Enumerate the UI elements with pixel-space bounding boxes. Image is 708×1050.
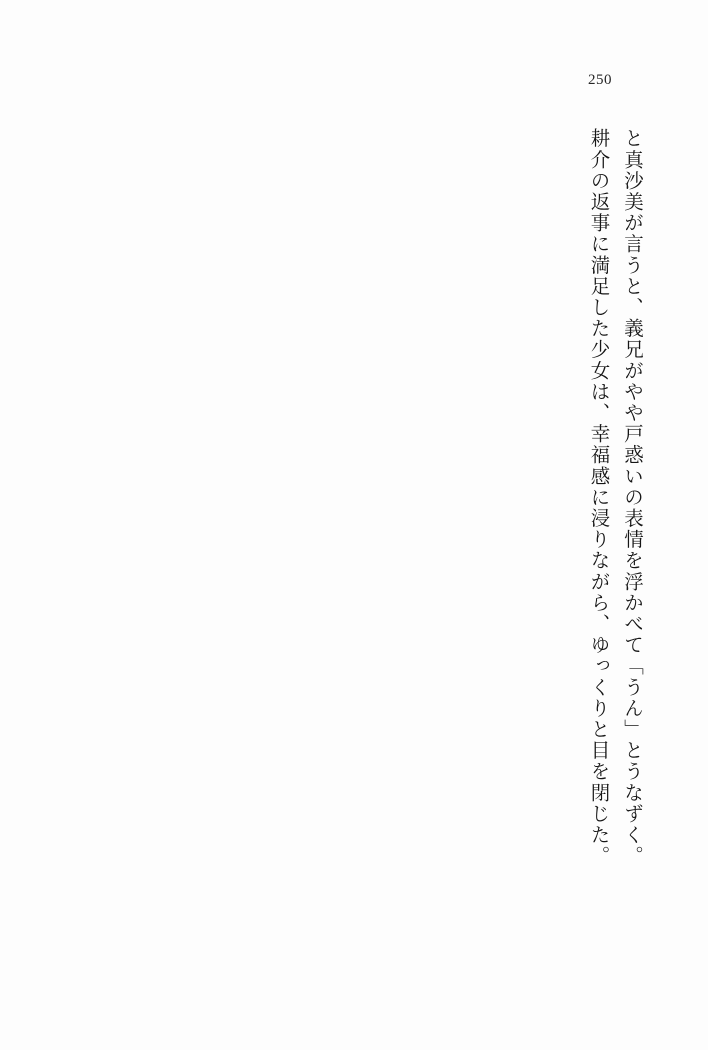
text-line: と真沙美が言うと、義兄がやや戸惑いの表情を浮かべて「うん」とうなずく。 [621,128,644,867]
vertical-text-block [589,128,642,918]
page-number: 250 [588,72,612,88]
text-line: 耕介の返事に満足した少女は、幸福感に浸りながら、ゆっくりと目を閉じた。 [587,128,611,867]
